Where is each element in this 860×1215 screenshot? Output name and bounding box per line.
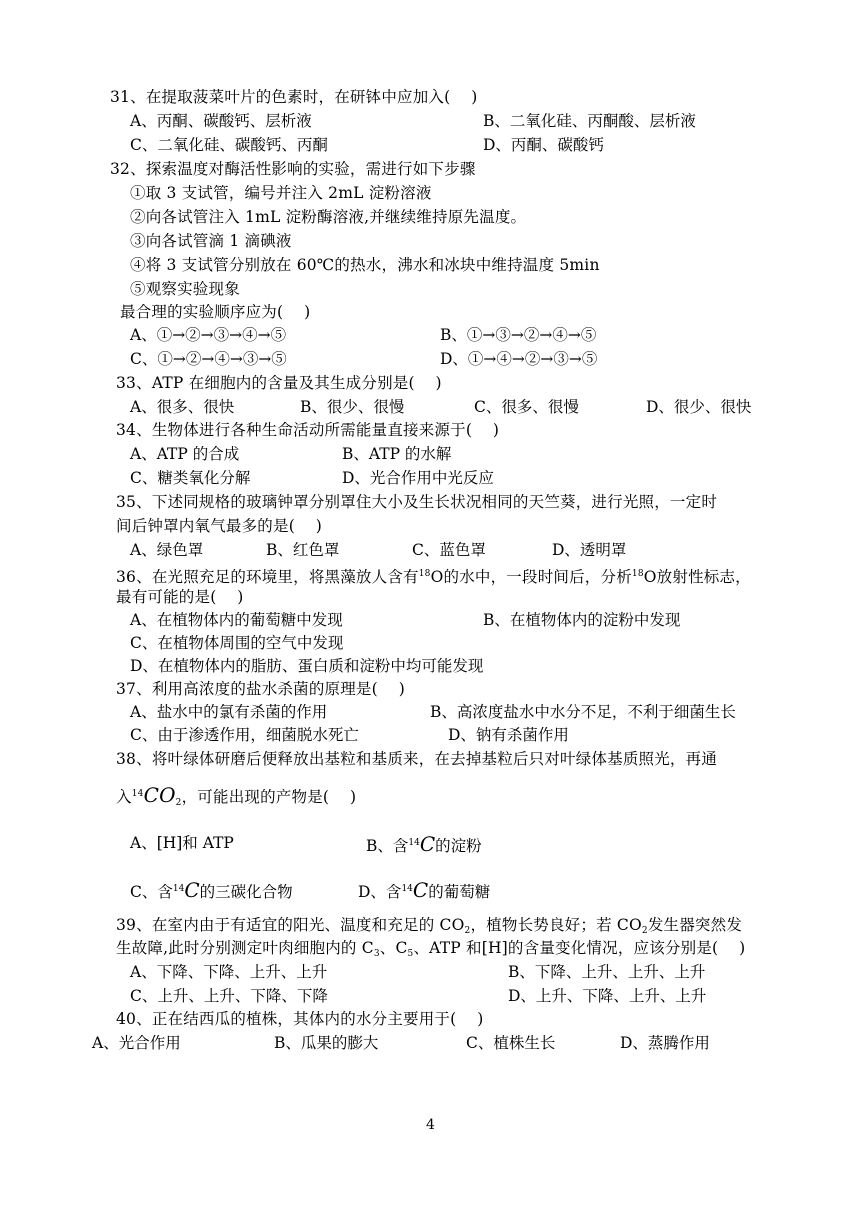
q40-option-d: D、蒸腾作用 — [620, 1034, 710, 1052]
q38-stem-pre: 入 — [116, 788, 132, 806]
q36-stem-pre: 36、在光照充足的环境里，将黑藻放人含有 — [116, 568, 419, 586]
q34-option-b: B、ATP 的水解 — [342, 445, 452, 463]
q36-option-a: A、在植物体内的葡萄糖中发现 — [130, 611, 343, 629]
q33-option-c: C、很多、很慢 — [474, 398, 579, 416]
q38-c-pre: C、含 — [130, 883, 173, 901]
q38-option-c — [130, 879, 293, 902]
q38-option-a: A、[H]和 ATP — [130, 834, 234, 852]
q38-stem-line-2 — [116, 784, 356, 813]
q37-option-c: C、由于渗透作用，细菌脱水死亡 — [130, 726, 359, 744]
q33-option-d: D、很少、很快 — [646, 398, 752, 416]
q37-option-b: B、高浓度盐水中水分不足，不利于细菌生长 — [430, 703, 736, 721]
q38-b-sup-14: 14 — [408, 838, 420, 848]
q40-option-b: B、瓜果的膨大 — [274, 1034, 379, 1052]
q39-option-d: D、上升、下降、上升、上升 — [508, 987, 707, 1005]
q39-option-a: A、下降、下降、上升、上升 — [130, 963, 328, 981]
q38-stem-line-1: 38、将叶绿体研磨后便释放出基粒和基质来，在去掉基粒后只对叶绿体基质照光，再通 — [116, 750, 718, 768]
q35-option-a: A、绿色罩 — [130, 541, 204, 559]
q38-d-carbon: C — [412, 878, 429, 902]
q38-stem-post: ，可能出现的产物是( ) — [181, 788, 357, 806]
q34-option-c: C、糖类氧化分解 — [130, 469, 251, 487]
q31-option-a: A、丙酮、碳酸钙、层析液 — [130, 112, 312, 130]
q40-option-a: A、光合作用 — [92, 1034, 181, 1052]
q39-stem-post: 发生器突然发 — [647, 916, 743, 934]
q32-option-b: B、①→③→②→④→⑤ — [440, 326, 597, 344]
q31-option-d: D、丙酮、碳酸钙 — [483, 136, 604, 154]
q39-option-c: C、上升、上升、下降、下降 — [130, 987, 328, 1005]
q39-stem-line-2 — [116, 938, 745, 964]
q33-option-a: A、很多、很快 — [130, 398, 235, 416]
q34-stem: 34、生物体进行各种生命活动所需能量直接来源于( ) — [116, 421, 500, 439]
q39-stem2-pre: 生故障,此时分别测定叶肉细胞内的 C — [116, 939, 374, 957]
q39-c5: 、C — [379, 939, 408, 957]
q37-option-d: D、钠有杀菌作用 — [448, 726, 569, 744]
q36-sup-18-b: 18 — [631, 569, 644, 579]
q39-sub-2-b: 2 — [641, 926, 648, 936]
q39-sub-5: 5 — [407, 949, 414, 959]
q36-stem-post: O放射性标志， — [643, 568, 751, 586]
q35-option-b: B、红色罩 — [266, 541, 340, 559]
q35-stem-line-1: 35、下述同规格的玻璃钟罩分别罩住大小及生长状况相同的天竺葵，进行光照，一定时 — [116, 493, 718, 511]
q34-option-d: D、光合作用中光反应 — [342, 469, 494, 487]
q38-sub-2: 2 — [175, 798, 182, 808]
q32-option-a: A、①→②→③→④→⑤ — [130, 326, 287, 344]
q36-option-b: B、在植物体内的淀粉中发现 — [483, 611, 681, 629]
q35-option-c: C、蓝色罩 — [412, 541, 486, 559]
q39-stem2-post: 、ATP 和[H]的含量变化情况，应该分别是( ) — [413, 939, 746, 957]
q38-c-carbon: C — [184, 878, 200, 902]
q32-ask: 最合理的实验顺序应为( ) — [120, 303, 311, 321]
q32-option-d: D、①→④→②→③→⑤ — [440, 350, 598, 368]
q31-option-b: B、二氧化硅、丙酮酸、层析液 — [483, 112, 696, 130]
q39-stem-mid: ，植物长势良好；若 CO — [470, 916, 642, 934]
q33-option-b: B、很少、很慢 — [300, 398, 405, 416]
q40-option-c: C、植株生长 — [466, 1034, 556, 1052]
q38-d-post: 的葡萄糖 — [428, 883, 491, 901]
q40-stem: 40、正在结西瓜的植株，其体内的水分主要用于( ) — [116, 1010, 484, 1028]
q35-stem-line-2: 间后钟罩内氧气最多的是( ) — [116, 517, 323, 535]
q35-option-d: D、透明罩 — [552, 541, 627, 559]
q32-step-2: ②向各试管注入 1mL 淀粉酶溶液,并继续维持原先温度。 — [130, 208, 527, 226]
q38-b-pre: B、含 — [366, 837, 409, 855]
q32-step-4: ④将 3 支试管分别放在 60℃的热水，沸水和冰块中维持温度 5min — [130, 256, 600, 274]
q36-option-d: D、在植物体内的脂肪、蛋白质和淀粉中均可能发现 — [130, 657, 484, 675]
q38-co: CO — [143, 783, 176, 807]
q39-sub-3: 3 — [373, 949, 380, 959]
q38-b-post: 的淀粉 — [435, 837, 482, 855]
q37-stem: 37、利用高浓度的盐水杀菌的原理是( ) — [116, 680, 405, 698]
q36-stem-mid: O的水中，一段时间后，分析 — [430, 568, 632, 586]
q38-option-d — [358, 879, 490, 902]
q38-d-sup-14: 14 — [401, 884, 413, 894]
q32-stem: 32、探索温度对酶活性影响的实验，需进行如下步骤 — [110, 160, 476, 178]
q36-sup-18-a: 18 — [418, 569, 431, 579]
q36-stem-line-1 — [116, 564, 751, 587]
q39-option-b: B、下降、上升、上升、上升 — [508, 963, 706, 981]
q33-stem: 33、ATP 在细胞内的含量及其生成分别是( ) — [116, 374, 442, 392]
q31-stem: 31、在提取菠菜叶片的色素时，在研钵中应加入( ) — [110, 88, 478, 106]
q38-d-pre: D、含 — [358, 883, 402, 901]
q38-sup-14: 14 — [131, 789, 144, 799]
q32-step-5: ⑤观察实验现象 — [130, 280, 240, 298]
q34-option-a: A、ATP 的合成 — [130, 445, 240, 463]
q37-option-a: A、盐水中的氯有杀菌的作用 — [130, 703, 328, 721]
q38-b-carbon: C — [419, 832, 436, 856]
q32-step-3: ③向各试管滴 1 滴碘液 — [130, 232, 292, 250]
q38-c-sup-14: 14 — [172, 884, 185, 894]
page-number: 4 — [426, 1117, 435, 1133]
q31-option-c: C、二氧化硅、碳酸钙、丙酮 — [130, 136, 328, 154]
q32-option-c: C、①→②→④→③→⑤ — [130, 350, 287, 368]
q39-sub-2-a: 2 — [464, 926, 471, 936]
q39-stem-pre: 39、在室内由于有适宜的阳光、温度和充足的 CO — [116, 916, 465, 934]
q36-option-c: C、在植物体周围的空气中发现 — [130, 634, 344, 652]
q36-stem-line-2: 最有可能的是( ) — [116, 588, 244, 606]
q38-option-b — [366, 833, 482, 856]
q32-step-1: ①取 3 支试管，编号并注入 2mL 淀粉溶液 — [130, 184, 432, 202]
q38-c-post: 的三碳化合物 — [199, 883, 293, 901]
